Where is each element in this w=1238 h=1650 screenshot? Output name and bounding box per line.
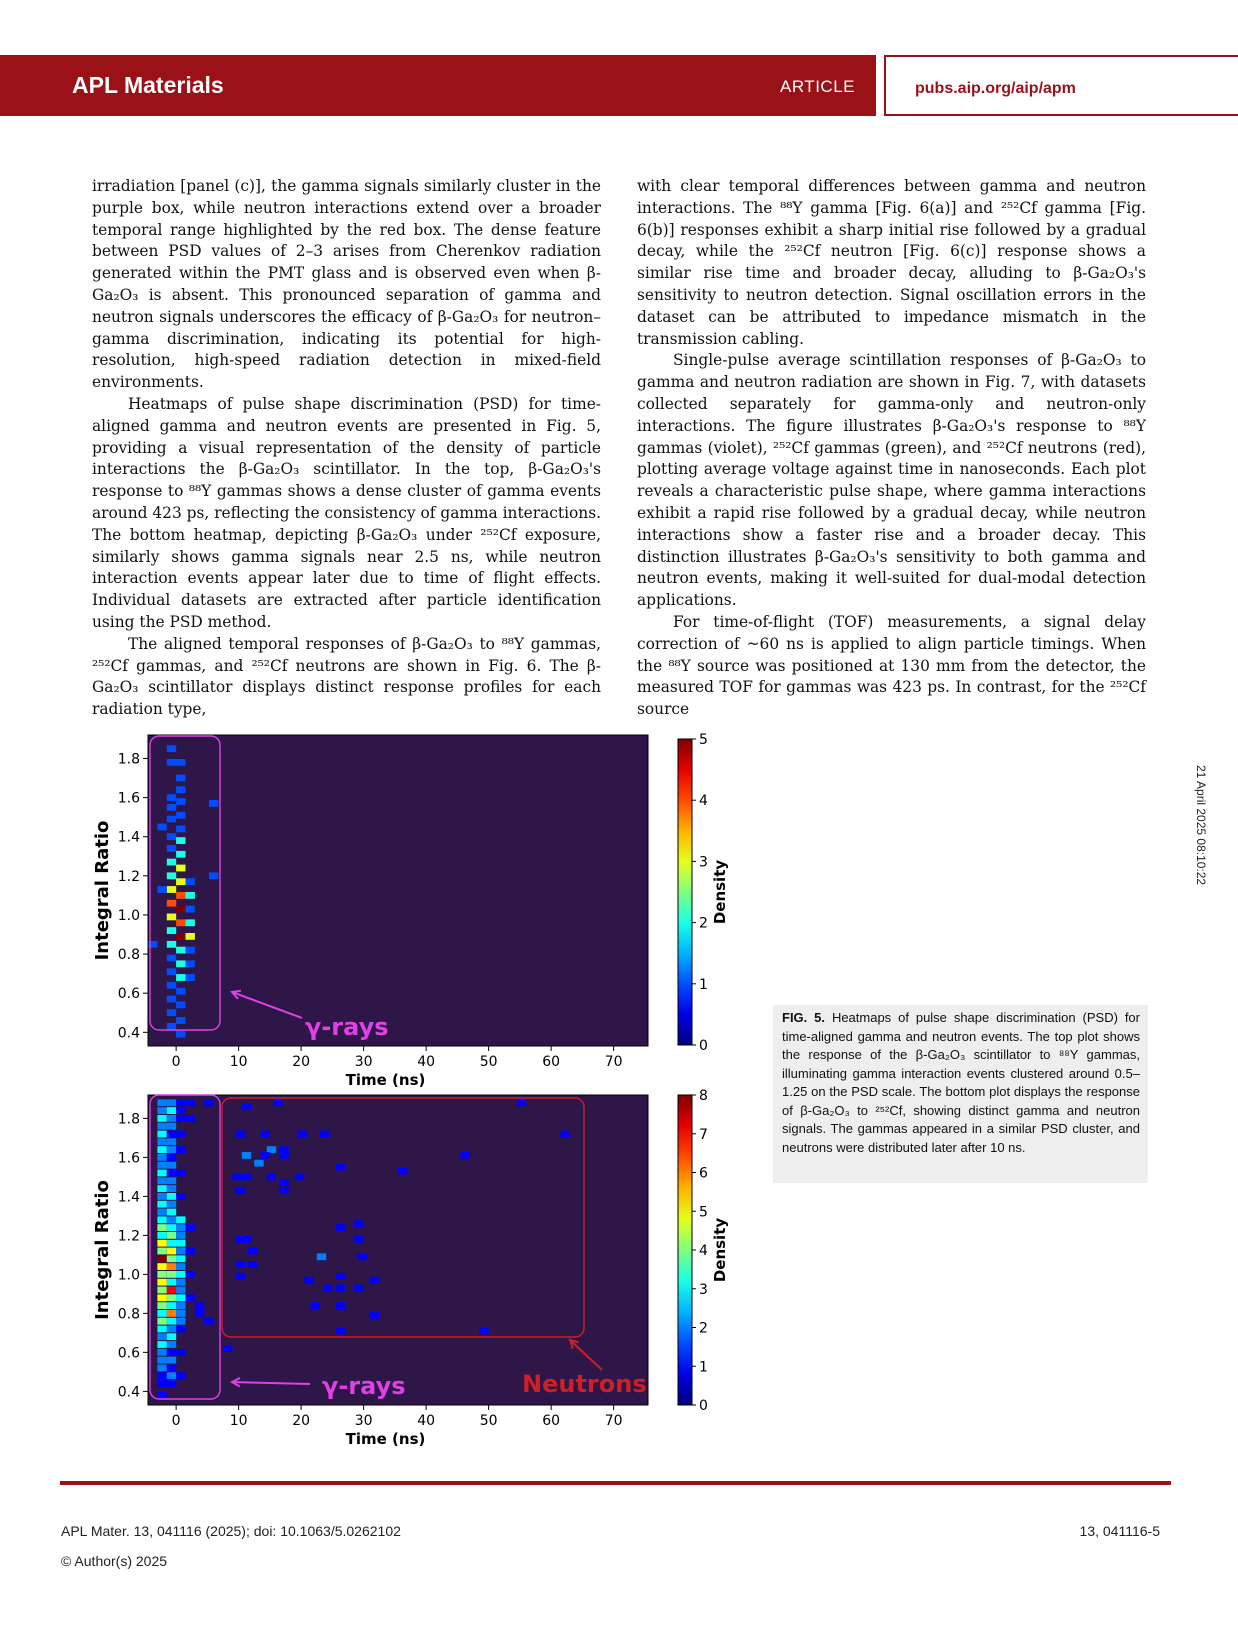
heatmap-cell: [176, 1248, 185, 1255]
heatmap-cell: [209, 872, 218, 879]
heatmap-cell: [167, 1009, 176, 1016]
heatmap-cell: [167, 1310, 176, 1317]
heatmap-cell: [157, 1115, 166, 1122]
heatmap-cell: [295, 1174, 304, 1181]
heatmap-cell: [242, 1174, 251, 1181]
heatmap-cell: [167, 1185, 176, 1192]
y-tick-label: 1.8: [117, 751, 140, 768]
x-axis-label: Time (ns): [345, 1071, 426, 1089]
heatmap-cell: [195, 1310, 204, 1317]
heatmap-cell: [176, 974, 185, 981]
heatmap-cell: [157, 1318, 166, 1325]
heatmap-cell: [517, 1099, 526, 1106]
heatmap-cell: [176, 812, 185, 819]
heatmap-cell: [167, 1326, 176, 1333]
x-tick-label: 60: [542, 1413, 561, 1429]
heatmap-cell: [167, 1302, 176, 1309]
colorbar-tick-label: 1: [699, 976, 708, 993]
heatmap-cell: [167, 900, 176, 907]
heatmap-cell: [157, 1341, 166, 1348]
heatmap-cell: [157, 1193, 166, 1200]
heatmap-cell: [336, 1273, 345, 1280]
x-tick-label: 40: [417, 1054, 436, 1070]
colorbar: [678, 739, 692, 1045]
colorbar-tick-label: 7: [699, 1126, 708, 1143]
heatmap-cell: [186, 919, 195, 926]
heatmap-cell: [186, 947, 195, 954]
heatmap-cell: [157, 1170, 166, 1177]
y-tick-label: 1.2: [117, 1228, 140, 1245]
heatmap-cell: [311, 1302, 320, 1309]
heatmap-cell: [242, 1152, 251, 1159]
heatmap-cell: [176, 826, 185, 833]
colorbar-tick-label: 0: [699, 1398, 708, 1414]
heatmap-cell: [461, 1152, 470, 1159]
x-tick-label: 0: [171, 1413, 181, 1429]
heatmap-cell: [157, 1224, 166, 1231]
x-tick-label: 30: [354, 1413, 373, 1429]
heatmap-cell: [186, 933, 195, 940]
y-tick-label: 1.2: [117, 868, 140, 885]
heatmap-cell: [157, 1248, 166, 1255]
download-timestamp: 21 April 2025 08:10:22: [1194, 765, 1208, 886]
heatmap-cell: [304, 1277, 313, 1284]
heatmap-cell: [157, 1326, 166, 1333]
heatmap-cell: [157, 1154, 166, 1161]
heatmap-cell: [176, 1115, 185, 1122]
heatmap-cell: [157, 1294, 166, 1301]
heatmap-cell: [167, 996, 176, 1003]
heatmap-cell: [167, 1232, 176, 1239]
heatmap-cell: [176, 1302, 185, 1309]
heatmap-cell: [370, 1277, 379, 1284]
heatmap-cell: [167, 1318, 176, 1325]
heatmap-cell: [167, 1365, 176, 1372]
heatmap-cell: [157, 1279, 166, 1286]
heatmap-cell: [167, 1170, 176, 1177]
heatmap-cell: [354, 1236, 363, 1243]
heatmap-cell: [176, 1170, 185, 1177]
heatmap-cell: [167, 955, 176, 962]
heatmap-cell: [167, 1357, 176, 1364]
plot-background: [148, 1095, 648, 1405]
heatmap-cell: [176, 906, 185, 913]
y-axis-label: Integral Ratio: [92, 1180, 113, 1320]
heatmap-cell: [176, 878, 185, 885]
heatmap-cell: [157, 1146, 166, 1153]
heatmap-cell: [261, 1131, 270, 1138]
heatmap-cell: [320, 1131, 329, 1138]
heatmap-cell: [261, 1152, 270, 1159]
heatmap-cell: [176, 1131, 185, 1138]
heatmap-cell: [157, 1107, 166, 1114]
colorbar-tick-label: 1: [699, 1359, 708, 1376]
journal-name: APL Materials: [72, 72, 224, 98]
heatmap-cell: [236, 1273, 245, 1280]
heatmap-cell: [176, 1099, 185, 1106]
heatmap-cell: [176, 1318, 185, 1325]
y-tick-label: 1.8: [117, 1111, 140, 1128]
heatmap-cell: [186, 1294, 195, 1301]
colorbar: [678, 1095, 692, 1405]
heatmap-cell: [176, 1107, 185, 1114]
caption-label: FIG. 5.: [782, 1010, 826, 1025]
heatmap-cell: [186, 960, 195, 967]
heatmap-cell: [167, 845, 176, 852]
y-tick-label: 1.4: [117, 1189, 140, 1206]
heatmap-cell: [176, 892, 185, 899]
colorbar-tick-label: 8: [699, 1088, 708, 1104]
heatmap-cell: [167, 804, 176, 811]
heatmap-cell: [176, 1193, 185, 1200]
heatmap-cell: [236, 1187, 245, 1194]
heatmap-cell: [167, 1023, 176, 1030]
heatmap-cell: [157, 1209, 166, 1216]
colorbar-tick-label: 2: [699, 1320, 708, 1337]
heatmap-cell: [157, 1232, 166, 1239]
heatmap-cell: [167, 1255, 176, 1262]
annotation-label: γ-rays: [305, 1013, 389, 1041]
heatmap-cell: [157, 1131, 166, 1138]
heatmap-cell: [354, 1220, 363, 1227]
heatmap-cell: [157, 1177, 166, 1184]
paragraph: with clear temporal differences between gamma and neutron interactions. The ⁸⁸Y gamma [Fig. 6(a)] and ²⁵²Cf gamma [Fig. 6(b)] responses exhibit a sharp initial rise followed by a gradual decay, while the ²⁵²Cf neutron [Fig. 6(c)] response shows a similar rise time and broader decay, alluding to β-Ga₂O₃'s sensitivity to neutron detection. Signal oscillation errors in the dataset can be attributed to impedance mismatch in the transmission cabling.: [637, 177, 1146, 348]
heatmap-cell: [157, 1392, 166, 1399]
heatmap-cell: [157, 1372, 166, 1379]
heatmap-cell: [176, 1240, 185, 1247]
heatmap-cell: [279, 1187, 288, 1194]
colorbar-tick-label: 5: [699, 732, 708, 748]
heatmap-cell: [176, 775, 185, 782]
heatmap-cell: [167, 1115, 176, 1122]
heatmap-cell: [176, 947, 185, 954]
heatmap-cell: [479, 1328, 488, 1335]
heatmap-cell: [186, 1271, 195, 1278]
heatmap-cell: [336, 1164, 345, 1171]
heatmap-cell: [167, 1193, 176, 1200]
paragraph: The aligned temporal responses of β-Ga₂O₃ to ⁸⁸Y gammas, ²⁵²Cf gammas, and ²⁵²Cf neutrons are shown in Fig. 6. The β-Ga₂O₃ scintillator displays distinct response profiles for each radiation type,: [92, 634, 601, 719]
y-tick-label: 1.4: [117, 829, 140, 846]
footer-page-number: 13, 041116-5: [1079, 1523, 1160, 1539]
heatmap-cell: [157, 1365, 166, 1372]
x-axis-label: Time (ns): [345, 1430, 426, 1448]
heatmap-cell: [236, 1131, 245, 1138]
heatmap-cell: [157, 1138, 166, 1145]
heatmap-cell: [167, 745, 176, 752]
heatmap-cell: [336, 1302, 345, 1309]
y-tick-label: 1.0: [117, 907, 140, 924]
plot-background: [148, 735, 648, 1046]
heatmap-cell: [186, 878, 195, 885]
heatmap-cell: [336, 1328, 345, 1335]
heatmap-cell: [157, 1240, 166, 1247]
y-tick-label: 0.6: [117, 1345, 140, 1362]
heatmap-cell: [167, 1209, 176, 1216]
heatmap-cell: [336, 1224, 345, 1231]
heatmap-cell: [157, 1255, 166, 1262]
heatmap-cell: [167, 816, 176, 823]
heatmap-cell: [176, 1146, 185, 1153]
heatmap-cell: [176, 960, 185, 967]
heatmap-cell: [167, 927, 176, 934]
heatmap-cell: [167, 1294, 176, 1301]
heatmap-cell: [176, 1271, 185, 1278]
heatmap-cell: [248, 1261, 257, 1268]
heatmap-cell: [167, 1380, 176, 1387]
paragraph: Single-pulse average scintillation responses of β-Ga₂O₃ to gamma and neutron radiation are shown in Fig. 7, with datasets collected separately for gamma-only and neutron-only interactions. The figure illustrates β-Ga₂O₃'s response to ⁸⁸Y gammas (violet), ²⁵²Cf gammas (green), and ²⁵²Cf neutrons (red), plotting average voltage against time in nanoseconds. Each plot reveals a characteristic pulse shape, where gamma interactions exhibit a rapid rise followed by a gradual decay, while neutron interactions show a faster rise and a broader decay. This distinction illustrates β-Ga₂O₃'s sensitivity to both gamma and neutron events, making it well-suited for dual-modal detection applications.: [637, 351, 1146, 610]
heatmap-cell: [167, 1248, 176, 1255]
heatmap-cell: [176, 933, 185, 940]
heatmap-cell: [176, 1310, 185, 1317]
heatmap-cell: [186, 974, 195, 981]
heatmap-cell: [167, 1263, 176, 1270]
colorbar-label: Density: [711, 1217, 729, 1283]
heatmap-cell: [176, 1326, 185, 1333]
footer-citation: APL Mater. 13, 041116 (2025); doi: 10.1063/5.0262102: [61, 1523, 401, 1539]
heatmap-cell: [157, 1123, 166, 1130]
heatmap-cell: [561, 1131, 570, 1138]
heatmap-cell: [176, 1017, 185, 1024]
heatmap-cell: [336, 1285, 345, 1292]
heatmap-cell: [167, 1138, 176, 1145]
y-tick-label: 0.4: [117, 1384, 140, 1401]
colorbar-tick-label: 4: [699, 1243, 708, 1259]
heatmap-cell: [157, 1271, 166, 1278]
heatmap-cell: [176, 1255, 185, 1262]
heatmap-cell: [186, 906, 195, 913]
y-tick-label: 1.0: [117, 1267, 140, 1284]
heatmap-cell: [157, 1185, 166, 1192]
x-tick-label: 20: [292, 1413, 311, 1429]
heatmap-cell: [176, 1294, 185, 1301]
colorbar-tick-label: 3: [699, 1281, 708, 1298]
heatmap-cell: [186, 1248, 195, 1255]
heatmap-cell: [176, 1349, 185, 1356]
heatmap-cell: [167, 1240, 176, 1247]
heatmap-cell: [167, 1177, 176, 1184]
heatmap-cell: [167, 1279, 176, 1286]
colorbar-tick-label: 3: [699, 854, 708, 871]
colorbar-tick-label: 2: [699, 915, 708, 932]
colorbar-tick-label: 5: [699, 1204, 708, 1221]
footer-rule: [60, 1481, 1171, 1485]
heatmap-cell: [157, 1263, 166, 1270]
heatmap-cell: [167, 833, 176, 840]
heatmap-cell: [176, 1287, 185, 1294]
heatmap-cell: [167, 1131, 176, 1138]
colorbar-tick-label: 4: [699, 793, 708, 810]
heatmap-cell: [167, 886, 176, 893]
heatmap-cell: [167, 1123, 176, 1130]
heatmap-cell: [273, 1099, 282, 1106]
heatmap-cell: [176, 919, 185, 926]
figure-caption: [782, 1009, 1140, 1157]
heatmap-cell: [176, 1031, 185, 1038]
colorbar-tick-label: 6: [699, 1165, 708, 1182]
heatmap-cell: [248, 1248, 257, 1255]
heatmap-cell: [317, 1253, 326, 1260]
heatmap-cell: [167, 1154, 176, 1161]
heatmap-cell: [167, 1349, 176, 1356]
heatmap-cell: [398, 1168, 407, 1175]
heatmap-cell: [357, 1253, 366, 1260]
footer-copyright: © Author(s) 2025: [61, 1553, 168, 1569]
heatmap-cell: [157, 824, 166, 831]
heatmap-cell: [236, 1261, 245, 1268]
heatmap-cell: [204, 1099, 213, 1106]
x-tick-label: 40: [417, 1413, 436, 1429]
colorbar-tick-label: 0: [699, 1038, 708, 1054]
heatmap-cell: [167, 1372, 176, 1379]
heatmap-cell: [167, 1341, 176, 1348]
heatmap-cell: [267, 1174, 276, 1181]
heatmap-cell: [167, 941, 176, 948]
heatmap-cell: [176, 988, 185, 995]
heatmap-cell: [167, 1287, 176, 1294]
heatmap-cell: [176, 851, 185, 858]
heatmap-cell: [186, 1224, 195, 1231]
heatmap-cell: [209, 800, 218, 807]
heatmap-cell: [323, 1285, 332, 1292]
heatmap-cell: [167, 1162, 176, 1169]
heatmap-cell: [176, 1279, 185, 1286]
heatmap-cell: [279, 1146, 288, 1153]
heatmap-cell: [167, 1333, 176, 1340]
heatmap-cell: [157, 1287, 166, 1294]
heatmap-cell: [167, 1201, 176, 1208]
heatmap-cell: [157, 1380, 166, 1387]
heatmap-cell: [167, 759, 176, 766]
caption-body: Heatmaps of pulse shape discrimination (PSD) for time-aligned gamma and neutron events. The top plot shows the response of the β-Ga₂O₃ scintillator to ⁸⁸Y gammas, illuminating gamma interaction events clustered around 0.5–1.25 on the PSD scale. The bottom plot displays the response of β-Ga₂O₃ to ²⁵²Cf, showing distinct gamma and neutron signals. The gammas appeared in a similar PSD cluster, and neutrons were distributed later after 10 ns.: [782, 1010, 1140, 1155]
heatmap-cell: [186, 892, 195, 899]
colorbar-label: Density: [711, 859, 729, 925]
y-tick-label: 0.4: [117, 1025, 140, 1042]
x-tick-label: 20: [292, 1054, 311, 1070]
heatmap-cell: [176, 798, 185, 805]
x-tick-label: 50: [479, 1054, 498, 1070]
heatmap-cell: [204, 1318, 213, 1325]
x-tick-label: 0: [171, 1054, 181, 1070]
x-tick-label: 60: [542, 1054, 561, 1070]
heatmap-cell: [186, 1099, 195, 1106]
y-tick-label: 1.6: [117, 790, 140, 807]
heatmap-cell: [167, 859, 176, 866]
x-tick-label: 10: [229, 1413, 248, 1429]
heatmap-cell: [167, 794, 176, 801]
heatmap-cell: [157, 1302, 166, 1309]
heatmap-cell: [167, 1216, 176, 1223]
x-tick-label: 50: [479, 1413, 498, 1429]
heatmap-cell: [267, 1146, 276, 1153]
heatmap-cell: [176, 1216, 185, 1223]
heatmap-cell: [195, 1302, 204, 1309]
x-tick-label: 70: [604, 1054, 623, 1070]
heatmap-cell: [176, 865, 185, 872]
y-tick-label: 0.8: [117, 1306, 140, 1323]
heatmap-cell: [167, 968, 176, 975]
heatmap-cell: [242, 1236, 251, 1243]
heatmap-cell: [167, 1099, 176, 1106]
heatmap-cell: [176, 1232, 185, 1239]
heatmap-cell: [176, 1002, 185, 1009]
heatmap-cell: [167, 914, 176, 921]
x-tick-label: 30: [354, 1054, 373, 1070]
heatmap-cell: [242, 1103, 251, 1110]
paragraph: For time-of-flight (TOF) measurements, a signal delay correction of ~60 ns is applied to align particle timings. When the ⁸⁸Y source was positioned at 130 mm from the detector, the measured TOF for gammas was 423 ps. In contrast, for the ²⁵²Cf source: [637, 612, 1146, 719]
heatmap-cell: [167, 1107, 176, 1114]
heatmap-cell: [157, 1162, 166, 1169]
journal-url-link[interactable]: pubs.aip.org/aip/apm: [915, 80, 1076, 97]
heatmap-cell: [157, 1099, 166, 1106]
heatmap-cell: [167, 1224, 176, 1231]
heatmap-cell: [176, 786, 185, 793]
heatmap-cell: [157, 1310, 166, 1317]
annotation-label: γ-rays: [322, 1372, 406, 1400]
y-tick-label: 1.6: [117, 1150, 140, 1167]
heatmap-cell: [370, 1312, 379, 1319]
heatmap-cell: [176, 837, 185, 844]
heatmap-cell: [298, 1131, 307, 1138]
heatmap-cell: [157, 886, 166, 893]
heatmap-cell: [186, 1115, 195, 1122]
heatmap-cell: [354, 1285, 363, 1292]
heatmap-cell: [176, 1372, 185, 1379]
heatmap-cell: [167, 872, 176, 879]
y-axis-label: Integral Ratio: [92, 820, 113, 961]
heatmap-cell: [157, 1357, 166, 1364]
y-tick-label: 0.8: [117, 947, 140, 964]
heatmap-cell: [157, 1349, 166, 1356]
heatmap-cell: [232, 1174, 241, 1181]
heatmap-cell: [167, 1146, 176, 1153]
x-tick-label: 70: [604, 1413, 623, 1429]
heatmap-cell: [176, 759, 185, 766]
article-label: ARTICLE: [780, 77, 855, 96]
heatmap-cell: [223, 1345, 232, 1352]
heatmap-cell: [157, 1333, 166, 1340]
paragraph: irradiation [panel (c)], the gamma signals similarly cluster in the purple box, while neutron interactions extend over a broader temporal range highlighted by the red box. The dense feature between PSD values of 2–3 arises from Cherenkov radiation generated within the PMT glass and is observed even when β-Ga₂O₃ is absent. This pronounced separation of gamma and neutron signals underscores the efficacy of β-Ga₂O₃ for neutron–gamma discrimination, indicating its potential for high-resolution, high-speed radiation detection in mixed-field environments.: [92, 177, 601, 392]
x-tick-label: 10: [229, 1054, 248, 1070]
heatmap-cell: [279, 1152, 288, 1159]
heatmap-cell: [254, 1160, 263, 1167]
heatmap-cell: [157, 1216, 166, 1223]
y-tick-label: 0.6: [117, 986, 140, 1003]
heatmap-cell: [176, 1263, 185, 1270]
paragraph: Heatmaps of pulse shape discrimination (PSD) for time-aligned gamma and neutron events are presented in Fig. 5, providing a visual representation of the density of particle interactions the β-Ga₂O₃ scintillator. In the top, β-Ga₂O₃'s response to ⁸⁸Y gammas shows a dense cluster of gamma events around 423 ps, reflecting the consistency of gamma interactions. The bottom heatmap, depicting β-Ga₂O₃ under ²⁵²Cf exposure, similarly shows gamma signals near 2.5 ns, while neutron interaction events appear later due to time of flight effects. Individual datasets are extracted after particle identification using the PSD method.: [92, 394, 601, 631]
heatmap-cell: [167, 1271, 176, 1278]
heatmap-cell: [157, 1201, 166, 1208]
annotation-label: Neutrons: [522, 1370, 647, 1398]
heatmap-cell: [176, 1224, 185, 1231]
heatmap-cell: [279, 1179, 288, 1186]
heatmap-cell: [167, 982, 176, 989]
